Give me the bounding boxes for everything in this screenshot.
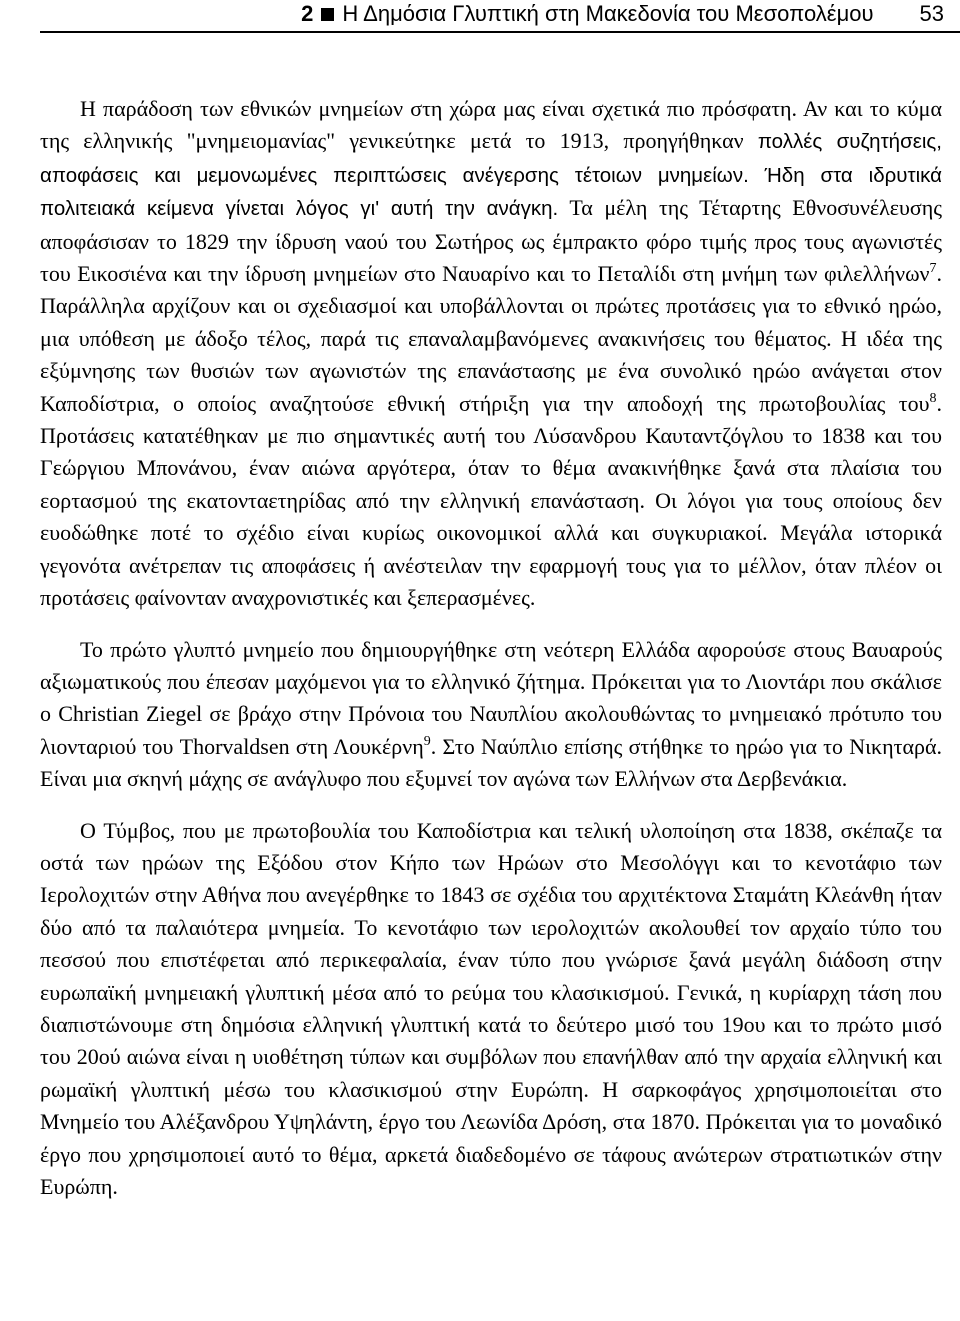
footnote-ref-9[interactable]: 9 [423,733,431,749]
page-number: 53 [919,1,944,26]
paragraph-1-text-c: . Προτάσεις κατατέθηκαν με πιο σημαντικές αυτή του Λύσανδρου Καυταντζόγλου το 1838 και του Γεώργιου Μπονάνου, έναν αιώνα αργότερα, όταν το θέμα ανακινήθηκε ξανά στα πλαίσια του εορτασμού της εκατονταετηρίδας από την ελληνική επανάσταση. Οι λόγοι για τους οποίους δεν ευοδώθηκε ποτέ το σχέδιο είναι κυρίως οικονομικοί αλλά και συγκυριακοί. Μεγάλα ιστορικά γεγονότα ανέτρεπαν τις αποφάσεις ή ανέστειλαν την εφαρμογή τους για το μέλλον, όταν πλέον οι προτάσεις φαίνονταν αναχρονιστικές και ξεπερασμένες. [40,390,942,611]
chapter-title: Η Δημόσια Γλυπτική στη Μακεδονία του Μεσοπολέμου [342,1,874,26]
paragraph-3: Ο Τύμβος, που με πρωτοβουλία του Καποδίστρια και τελική υλοποίηση στα 1838, σκέπαζε τα οστά των ηρώων της Εξόδου στον Κήπο των Ηρώων στο Μεσολόγγι και το κενοτάφιο των Ιερολοχιτών στην Αθήνα που ανεγέρθηκε το 1843 σε σχέδια του αρχιτέκτονα Σταμάτη Κλεάνθη ήταν δύο από τα παλαιότερα μνημεία. Το κενοτάφιο των ιερολοχιτών ακολουθεί τον αρχαίο τύπο του πεσσού που επιστέφεται από περικεφαλαία, έναν τύπο που γνώρισε ξανά μεγάλη διάδοση στην ευρωπαϊκή μνημειακή γλυπτική μέσα από το ρεύμα του κλασικισμού. Γενικά, η κυρίαρχη τάση που διαπιστώνουμε στη δημόσια ελληνική γλυπτική κατά το δεύτερο μισό του 19ου και το πρώτο μισό του 20ού αιώνα είναι η υιοθέτηση τύπων και συμβόλων που επανήλθαν από την αρχαία ελληνική και ρωμαϊκή γλυπτική μέσω του κλασικισμού στην Ευρώπη. Η σαρκοφάγος χρησιμοποιείται στο Μνημείο του Αλέξανδρου Υψηλάντη, έργο του Λεωνίδα Δρόση, στα 1870. Πρόκειται για το μοναδικό έργο που χρησιμοποιεί αυτό το θέμα, αρκετά διαδεδομένο σε τάφους ανώτερων στρατιωτικών στην Ευρώπη. [40,817,942,1199]
paragraph-1-intro: Η παράδοση των εθνικών μνημείων στη χώρα μας είναι σχετικά πιο πρόσφατη. Αν και το κύμα της ελληνικής "μνημειομανίας" γενικεύτηκε μετά το 1913, προηγήθηκαν [40,96,942,154]
paragraph-2-text-a: Το πρώτο γλυπτό μνημείο που δημιουργήθηκε στη νεότερη Ελλάδα αφορούσε στους Βαυαρούς αξιωματικούς που έπεσαν μαχόμενοι για το ελληνικό ζήτημα. Πρόκειται για το Λιοντάρι που σκάλισε ο Christian Ziegel σε βράχο στην Πρόνοια του Ναυπλίου ακολουθώντας το μνημειακό πρότυπο του λιονταριού του Thorvaldsen στη Λουκέρνη [40,636,942,759]
paragraph-1 [40,93,942,615]
square-bullet-icon [321,8,334,21]
chapter-number: 2 [301,1,314,26]
body-text [40,93,942,1203]
paragraph-1-text-b: . Παράλληλα αρχίζουν και οι σχεδιασμοί και υποβάλλονται οι πρώτες προτάσεις για το εθνικό ηρώο, μια υπόθεση με άδοξο τέλος, παρά τις επαναλαμβανόμενες ανακινήσεις του θέματος. Η ιδέα της εξύμνησης των θυσιών των αγωνιστών της επανάστασης με ένα συνολικό ηρώο ανάγεται στον Καποδίστρια, ο οποίος αναζητούσε εθνική στήριξη για την αποδοχή της πρωτοβουλίας του [40,261,942,416]
paragraph-1-text-a: Τα μέλη της Τέταρτης Εθνοσυνέλευσης αποφάσισαν το 1829 την ίδρυση ναού του Σωτήρος ως έμπρακτο φόρο τιμής προς τους αγωνιστές του Εικοσιένα και την ίδρυση μνημείων στο Ναυαρίνο και το Πεταλίδι στη μνήμη των φιλελλήνων [40,195,943,287]
paragraph-2 [40,634,942,796]
header-line [0,0,960,28]
footnote-ref-7[interactable]: 7 [929,261,937,277]
running-header [0,0,960,34]
paragraph-2-text-b: . Στο Ναύπλιο επίσης στήθηκε το ηρώο για το Νικηταρά. Είναι μια σκηνή μάχης σε ανάγλυφο που εξυμνεί τον αγώνα των Ελλήνων στα Δερβενάκια. [40,733,942,792]
header-rule [40,31,960,33]
footnote-ref-8[interactable]: 8 [929,390,937,406]
paragraph-1-sans-text: πολλές συζητήσεις, αποφάσεις και μεμονωμένες περιπτώσεις ανέγερσης τέτοιων μνημείων. Ήδη στα ιδρυτικά πολιτειακά κείμενα γίνεται λόγος γι' αυτή την ανάγκη. [40,130,942,221]
